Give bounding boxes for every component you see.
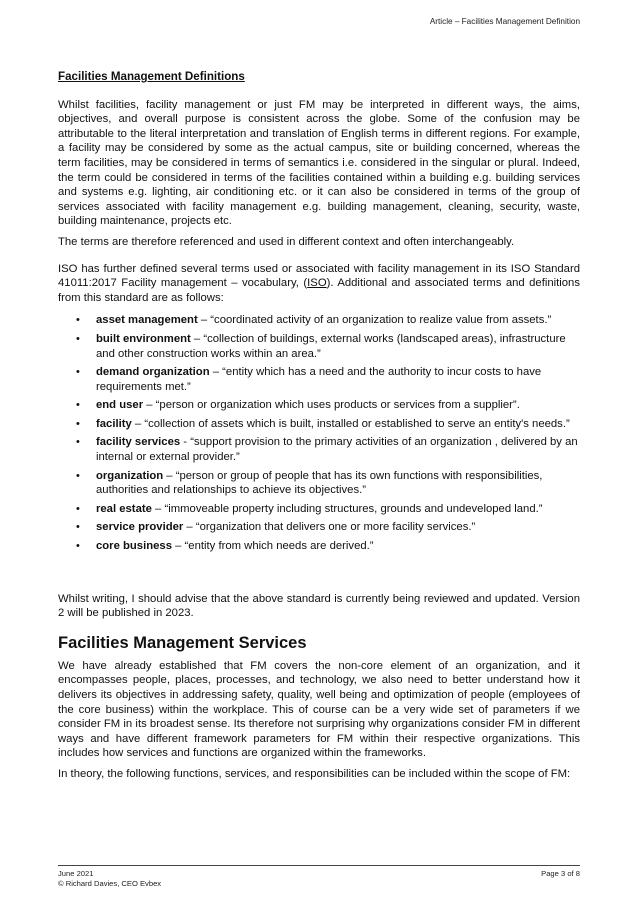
term-definition: “collection of buildings, external works (landscaped areas), infrastructure and other construction works within an area.” — [96, 332, 566, 360]
bullet-icon: • — [76, 332, 80, 345]
bullet-icon: • — [76, 436, 80, 449]
term-name: asset management — [96, 314, 198, 327]
term-item — [58, 469, 580, 498]
term-definition: “entity which has a need and the authority to incur costs to have requirements met.” — [96, 366, 542, 393]
term-name: service provider — [96, 521, 184, 534]
term-item — [58, 520, 580, 535]
document-body — [58, 70, 580, 788]
iso-text-pre: ISO has further defined several terms used or associated with facility management in its ISO Standard 41011:2017 Facility management – vocabulary, ( — [58, 262, 580, 290]
running-header: Article – Facilities Management Definition — [429, 17, 580, 26]
term-definition: “immoveable property including structures, grounds and undeveloped land.” — [164, 502, 543, 515]
term-item — [58, 435, 580, 464]
term-name: facility — [96, 417, 132, 430]
section-title-definitions: Facilities Management Definitions — [58, 70, 245, 83]
bullet-icon: • — [76, 366, 80, 379]
footer-left — [58, 869, 161, 889]
term-item — [58, 313, 580, 328]
bullet-icon: • — [76, 314, 80, 327]
term-definition: “entity from which needs are derived.” — [184, 540, 374, 553]
term-name: end user — [96, 399, 144, 412]
term-separator: – — [163, 469, 176, 482]
paragraph-iso — [58, 262, 580, 306]
footer-page-number: Page 3 of 8 — [541, 869, 580, 878]
paragraph-services-scope: In theory, the following functions, services, and responsibilities can be included within the scope of FM: — [58, 767, 571, 780]
footer-author: © Richard Davies, CEO Evbex — [58, 879, 162, 888]
term-separator: – — [171, 540, 185, 553]
term-definition: “support provision to the primary activities of an organization , delivered by an internal or external provider.” — [96, 436, 578, 464]
term-separator: – — [190, 332, 204, 345]
iso-link[interactable]: ISO — [307, 277, 327, 290]
term-item — [58, 332, 580, 361]
bullet-icon: • — [76, 469, 80, 482]
bullet-icon: • — [76, 502, 80, 515]
term-item — [58, 502, 580, 517]
term-separator: – — [197, 314, 211, 327]
term-name: facility services — [96, 436, 181, 449]
bullet-icon: • — [76, 540, 80, 553]
term-separator: – — [183, 521, 196, 534]
term-definition: “coordinated activity of an organization to realize value from assets.” — [210, 314, 552, 327]
term-separator: – — [209, 366, 223, 379]
term-item — [58, 365, 580, 394]
term-item — [58, 539, 580, 554]
bullet-icon: • — [76, 417, 80, 430]
paragraph-standard-review: Whilst writing, I should advise that the above standard is currently being reviewed and updated. Version 2 will be published in 2023. — [58, 592, 580, 620]
term-name: demand organization — [96, 366, 210, 379]
term-separator: – — [143, 399, 156, 412]
bullet-icon: • — [76, 521, 80, 534]
paragraph-intro: Whilst facilities, facility management or just FM may be interpreted in different ways, the aims, objectives, and overall purpose is consistent across the globe. Some of the confusion may be attributable to the literal interpretation and translation of English terms in different regions. For example, a facility may be considered by some as the actual campus, site or building concerned, whereas the term facilities, may be considered in terms of semantics i.e. considered in the singular or plural. Indeed, the term could be considered in terms of the facilities contained within a building e.g. building services and systems e.g. lighting, air conditioning etc. or it can also be considered in terms of the group of services associated with facility management e.g. building management, cleaning, security, waste, building maintenance, projects etc. — [58, 98, 580, 228]
bullet-icon: • — [76, 399, 80, 412]
term-separator: - — [180, 436, 191, 449]
term-item — [58, 417, 580, 432]
footer-date: June 2021 — [58, 869, 94, 878]
term-name: built environment — [96, 332, 191, 345]
term-name: real estate — [96, 502, 152, 515]
footer-divider — [58, 865, 580, 866]
term-separator: – — [131, 417, 145, 430]
paragraph-terms-usage: The terms are therefore referenced and used in different context and often interchangeably. — [58, 235, 515, 248]
section-title-services: Facilities Management Services — [58, 633, 307, 652]
term-name: core business — [96, 540, 172, 553]
term-definition: “organization that delivers one or more facility services.” — [195, 521, 476, 534]
iso-text-post: ). Additional and associated terms and definitions from this standard are as follows: — [58, 277, 580, 304]
terms-list — [58, 313, 580, 553]
term-item — [58, 398, 580, 413]
term-definition: “collection of assets which is built, installed or established to serve an entity's needs.” — [144, 417, 570, 430]
term-name: organization — [96, 469, 164, 482]
term-definition: “person or group of people that has its own functions with responsibilities, authorities and relationships to achieve its objectives.” — [96, 469, 543, 497]
term-definition: “person or organization which uses products or services from a supplier”. — [155, 399, 520, 412]
paragraph-services-intro: We have already established that FM covers the non-core element of an organization, and it encompasses people, places, processes, and technology, we also need to better understand how it delivers its objectives in addressing safety, quality, well being and optimization of people (employees of the core business) within the workplace. This of course can be a very wide set of parameters if we consider FM in its broadest sense. Its therefore not surprising why organizations consider FM in different ways and have different framework parameters for FM within their respective organizations. This includes how services and functions are organized within the frameworks. — [58, 659, 580, 760]
term-separator: – — [151, 502, 165, 515]
